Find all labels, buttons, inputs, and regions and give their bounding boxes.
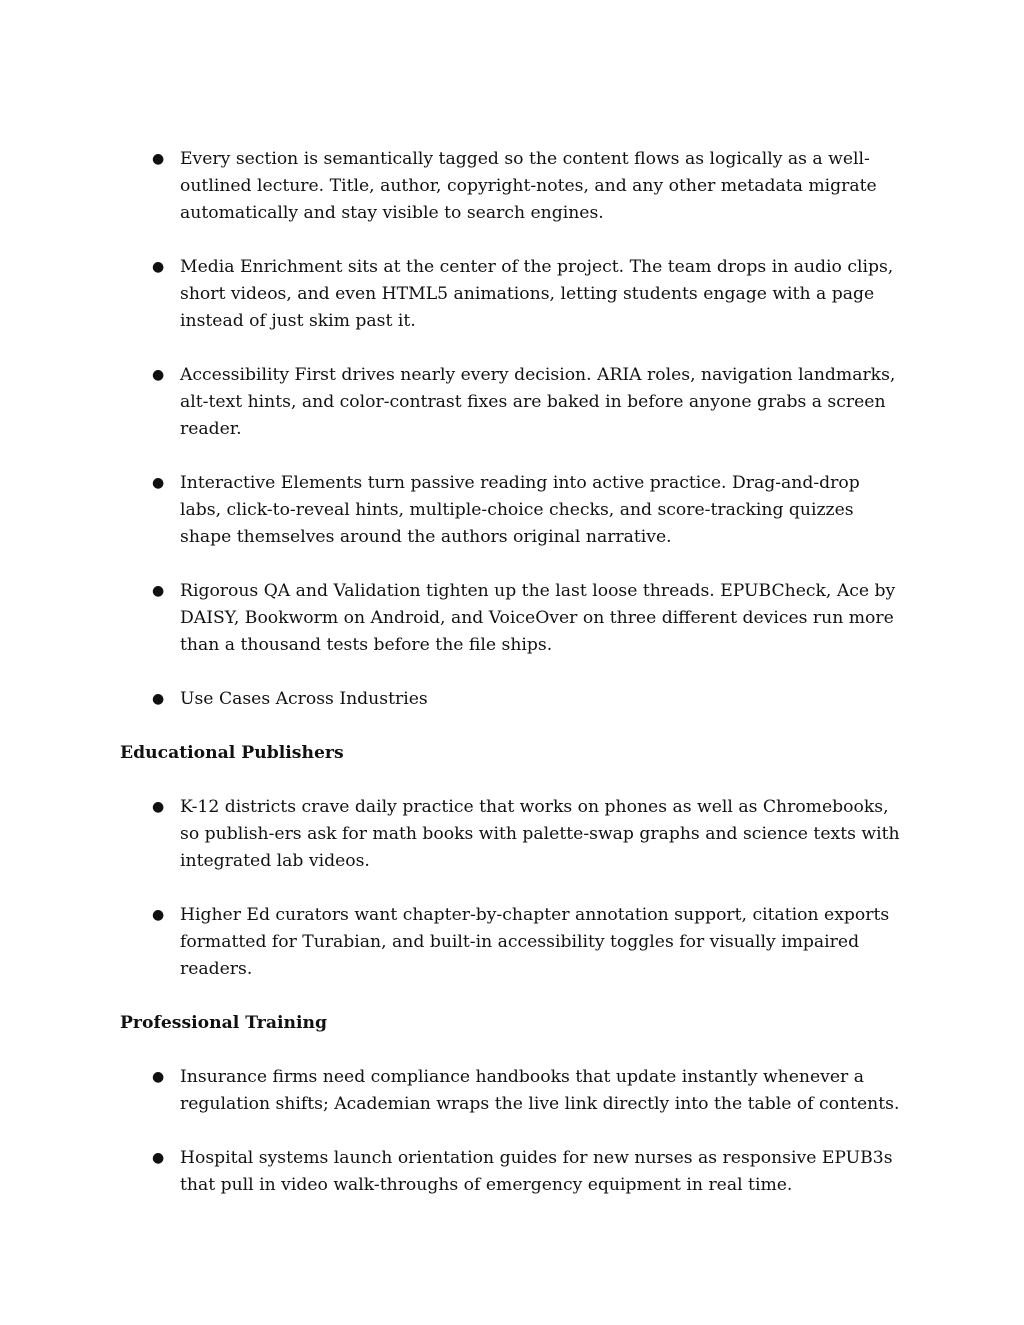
bullet-icon: ●: [152, 259, 165, 275]
list-item-text: Hospital systems launch orientation guides for new nurses as responsive EPUB3s that pull in video walk-throughs of emergency equipment in real time.: [180, 1148, 893, 1195]
bullet-icon: ●: [152, 583, 165, 599]
bullet-icon: ●: [152, 691, 165, 707]
list-item: [120, 1064, 904, 1118]
list-item: [120, 362, 904, 443]
section-heading-professional-training: Professional Training: [120, 1013, 328, 1033]
list-item-text: K-12 districts crave daily practice that works on phones as well as Chromebooks, so publish-ers ask for math books with palette-swap graphs and science texts with integrated lab videos.: [180, 797, 900, 871]
bullet-icon: ●: [152, 1150, 165, 1166]
intro-bullet-list: [120, 146, 904, 713]
list-item-text: Use Cases Across Industries: [180, 689, 428, 709]
list-item-text: Every section is semantically tagged so the content flows as logically as a well-outlined lecture. Title, author, copyright-notes, and any other metadata migrate automatically and stay visible to search engines.: [180, 149, 877, 223]
list-item-text: Insurance firms need compliance handbooks that update instantly whenever a regulation shifts; Academian wraps the live link directly into the table of contents.: [180, 1067, 900, 1114]
section-heading-educational-publishers: Educational Publishers: [120, 743, 344, 763]
list-item: [120, 146, 904, 227]
list-item: [120, 902, 904, 983]
list-item-text: Accessibility First drives nearly every decision. ARIA roles, navigation landmarks, alt-text hints, and color-contrast fixes are baked in before anyone grabs a screen reader.: [180, 365, 896, 439]
list-item-text: Interactive Elements turn passive reading into active practice. Drag-and-drop labs, click-to-reveal hints, multiple-choice checks, and score-tracking quizzes shape themselves around the authors original narrative.: [180, 473, 860, 547]
list-item: [120, 1145, 904, 1199]
bullet-icon: ●: [152, 367, 165, 383]
list-item-text: Media Enrichment sits at the center of the project. The team drops in audio clips, short videos, and even HTML5 animations, letting students engage with a page instead of just skim past it.: [180, 257, 894, 331]
bullet-icon: ●: [152, 151, 165, 167]
list-item: [120, 686, 904, 713]
bullet-icon: ●: [152, 799, 165, 815]
list-item: [120, 578, 904, 659]
list-item-text: Higher Ed curators want chapter-by-chapter annotation support, citation exports formatted for Turabian, and built-in accessibility toggles for visually impaired readers.: [180, 905, 890, 979]
list-item: [120, 254, 904, 335]
educational-publishers-list: [120, 794, 904, 983]
bullet-icon: ●: [152, 1069, 165, 1085]
bullet-icon: ●: [152, 475, 165, 491]
list-item-text: Rigorous QA and Validation tighten up the last loose threads. EPUBCheck, Ace by DAISY, Bookworm on Android, and VoiceOver on three different devices run more than a thousand tests before the file ships.: [180, 581, 896, 655]
list-item: [120, 470, 904, 551]
professional-training-list: [120, 1064, 904, 1199]
bullet-icon: ●: [152, 907, 165, 923]
list-item: [120, 794, 904, 875]
